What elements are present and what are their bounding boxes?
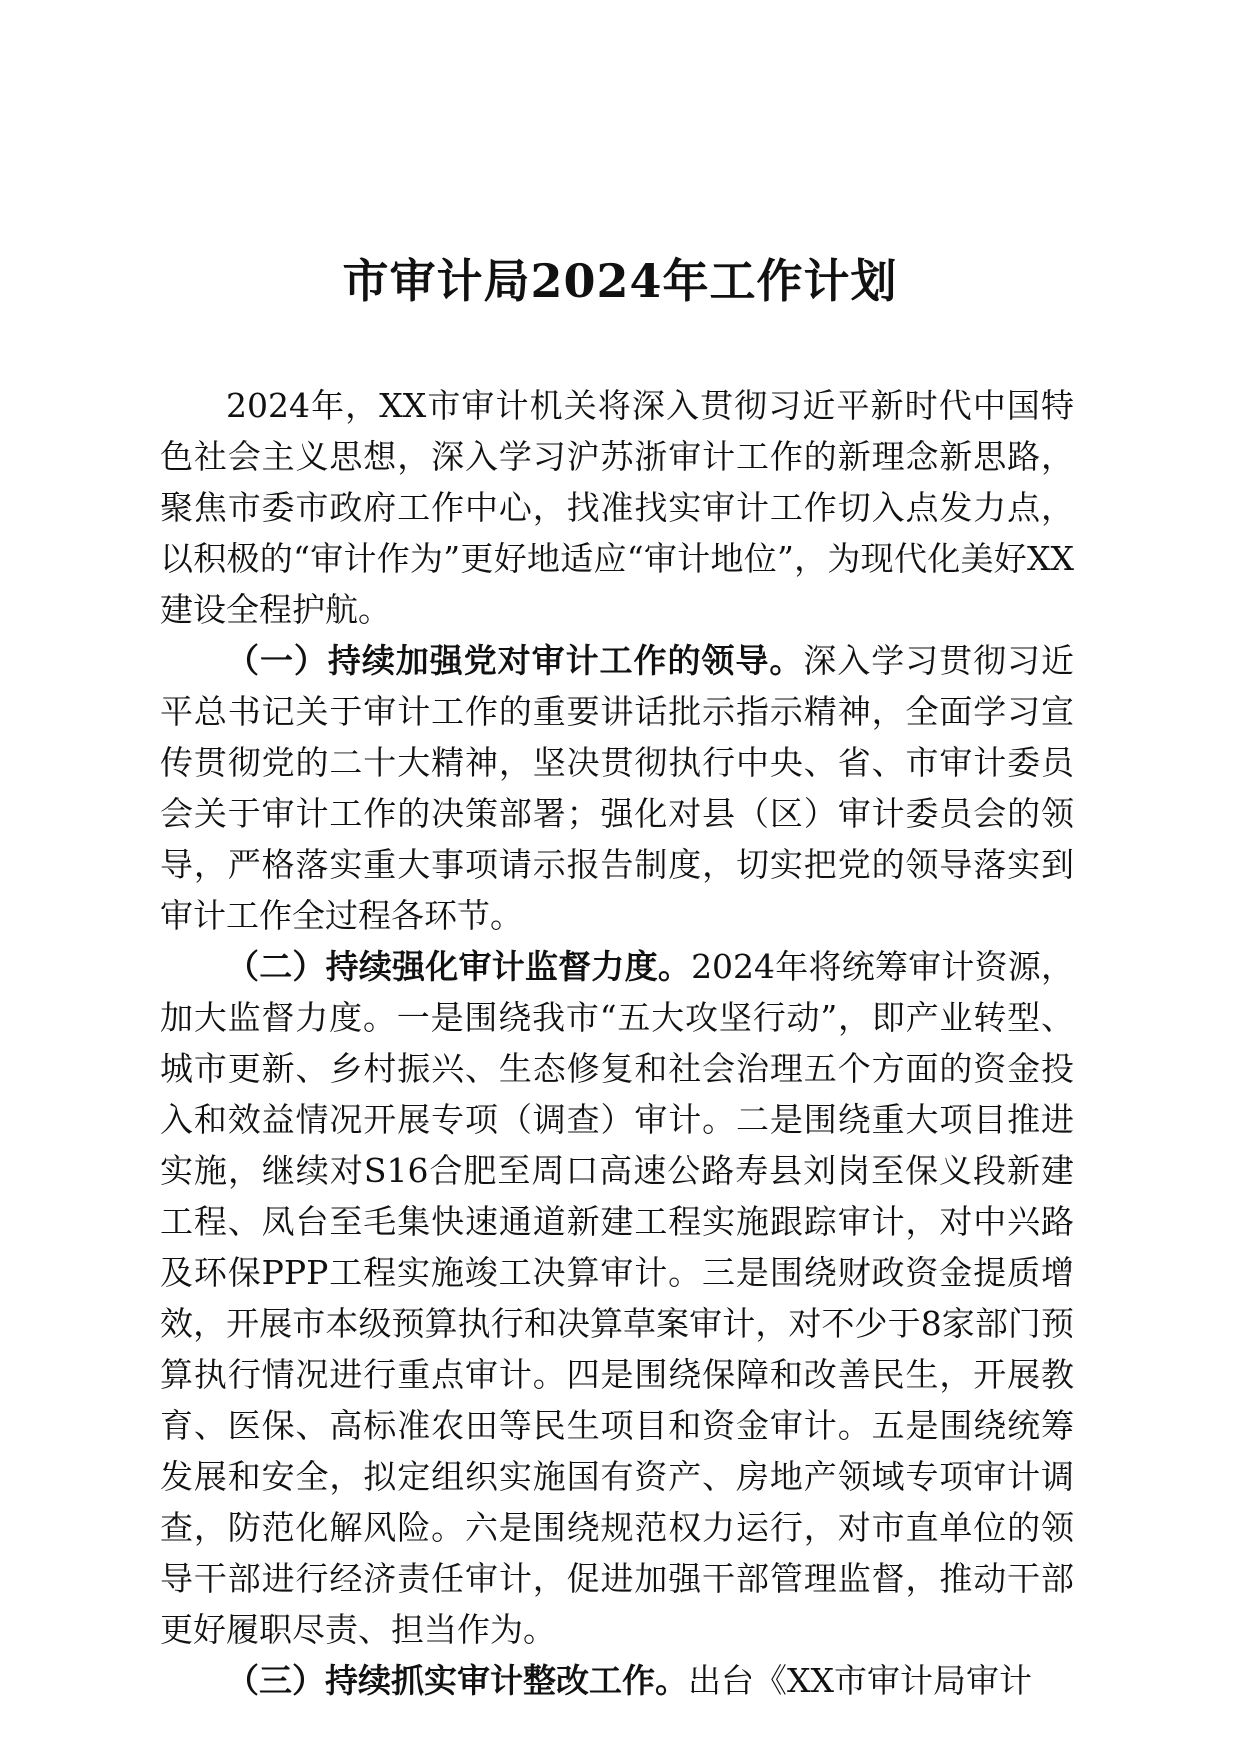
section-3-heading: （三）持续抓实审计整改工作。 [226,1661,688,1700]
section-1-text: 深入学习贯彻习近平总书记关于审计工作的重要讲话批示指示精神，全面学习宣传贯彻党的二十大精神，坚决贯彻执行中央、省、市审计委员会关于审计工作的决策部署；强化对县（区）审计委员会的领导，严格落实重大事项请示报告制度，切实把党的领导落实到审计工作全过程各环节。 [160,641,1075,935]
document-body [160,380,1074,1706]
intro-paragraph: 2024年，XX市审计机关将深入贯彻习近平新时代中国特色社会主义思想，深入学习沪苏浙审计工作的新理念新思路，聚焦市委市政府工作中心，找准找实审计工作切入点发力点，以积极的“审计作为”更好地适应“审计地位”，为现代化美好XX建设全程护航。 [160,386,1074,629]
section-2-paragraph [160,941,1074,1655]
section-1-heading: （一）持续加强党对审计工作的领导。 [226,641,804,680]
section-3-paragraph [160,1655,1074,1706]
section-2-text: 2024年将统筹审计资源，加大监督力度。一是围绕我市“五大攻坚行动”，即产业转型、城市更新、乡村振兴、生态修复和社会治理五个方面的资金投入和效益情况开展专项（调查）审计。二是围绕重大项目推进实施，继续对S16合肥至周口高速公路寿县刘岗至保义段新建工程、凤台至毛集快速通道新建工程实施跟踪审计，对中兴路及环保PPP工程实施竣工决算审计。三是围绕财政资金提质增效，开展市本级预算执行和决算草案审计，对不少于8家部门预算执行情况进行重点审计。四是围绕保障和改善民生，开展教育、医保、高标准农田等民生项目和资金审计。五是围绕统筹发展和安全，拟定组织实施国有资产、房地产领域专项审计调查，防范化解风险。六是围绕规范权力运行，对市直单位的领导干部进行经济责任审计，促进加强干部管理监督，推动干部更好履职尽责、担当作为。 [160,947,1075,1649]
section-2-heading: （二）持续强化审计监督力度。 [226,947,692,986]
section-1-paragraph [160,635,1074,941]
section-3-text: 出台《XX市审计局审计 [688,1661,1032,1700]
document-title: 市审计局2024年工作计划 [342,254,898,308]
